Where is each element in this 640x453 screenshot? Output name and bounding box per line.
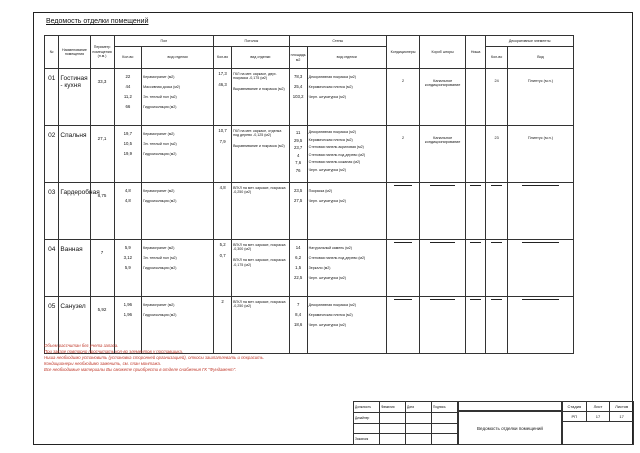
floor-type-item: Керамогранит (м2)	[143, 132, 175, 136]
floor-qty	[114, 183, 142, 240]
wall-type-item: Зеркало (м2)	[308, 266, 331, 270]
ceiling-type	[232, 183, 290, 240]
floor-type-item: Гидроизоляция (м2)	[143, 266, 177, 270]
decor-type: Плинтус (м.п.)	[507, 126, 573, 183]
wall-type-item: Керамическая плитка (м2)	[308, 137, 353, 142]
note-line: Кондиционеры необходимо заменить, см. план монтажа.	[44, 361, 162, 366]
ceiling-qty-item: 5,2	[219, 242, 226, 247]
header-ceiling: Потолок	[214, 36, 290, 47]
ceiling-type-item: ВГКЛ на мет. каркасе, покраска -0,250 (м2)	[233, 300, 286, 309]
header-floor: Пол	[114, 36, 214, 47]
floor-qty-item: 10,5	[123, 141, 133, 146]
ceiling-qty-item: 2	[221, 299, 224, 304]
room-number: 02	[45, 126, 59, 183]
floor-type-item: Эл. теплый пол (м2)	[143, 256, 177, 260]
ceiling-qty-item: 17,3	[218, 71, 227, 76]
wall-type-item: Стеновая панель под дерево (м2)	[308, 152, 366, 157]
wall-type-item: Натуральный камень (м2)	[308, 246, 352, 250]
ceiling-type-item: ВГКЛ на мет. каркасе, покраска -0,300 (м2)	[233, 243, 286, 252]
wall-type-item: Декоративная покраска (м2)	[308, 75, 356, 79]
note-line: Объем рассчитан без учета запаса.	[44, 343, 119, 348]
document-title: Ведомость отделки помещений	[46, 18, 149, 25]
wall-area-item: 78,3	[293, 74, 303, 79]
title-block-sheet-info	[562, 401, 634, 422]
room-name: Ванная	[59, 240, 90, 297]
title-block-signatures	[353, 401, 458, 445]
subheader-wall-area: площадь м2	[289, 47, 307, 69]
ceiling-type-item: ВГКЛ на мет. каркасе, покраска -0,175 (м2)	[233, 258, 286, 267]
wall-type-item: Керамическая плитка (м2)	[308, 85, 353, 89]
stamp-row-blank	[354, 423, 380, 434]
wall-area-item: 6,2	[295, 255, 302, 260]
floor-type-item: Гидроизоляция (м2)	[143, 199, 177, 203]
wall-area	[289, 240, 307, 297]
niche-cell	[465, 69, 485, 126]
table-row	[45, 183, 574, 240]
floor-qty	[114, 69, 142, 126]
room-perimeter: 7	[90, 240, 114, 297]
subheader-wall-type: вид отделки	[307, 47, 386, 69]
wall-type-item: Черн. штукатурка (м2)	[308, 167, 346, 172]
wall-area-item: 23,7	[293, 145, 303, 151]
stamp-row-client: Заказчик	[354, 434, 380, 445]
wall-type-item: Черн. штукатурка (м2)	[308, 199, 346, 203]
wall-type-item: Декоративная покраска (м2)	[308, 303, 356, 307]
floor-type	[142, 240, 214, 297]
wall-type-item: Керамическая плитка (м2)	[308, 313, 353, 317]
wall-area-item: 11	[295, 130, 301, 135]
wall-area-item: 1,5	[295, 265, 302, 270]
wall-area-item: 18,6	[293, 322, 303, 327]
header-niche: Ниша	[465, 36, 485, 69]
header-perimeter: Периметр помещения (п.м.)	[90, 36, 114, 69]
wall-type-item: Покраска (м2)	[308, 189, 333, 193]
stamp-col-signature: Подпись	[432, 402, 458, 413]
decor-type-dash	[507, 297, 573, 354]
floor-qty-item: 44	[125, 84, 131, 89]
sheets-label: Листов	[610, 402, 634, 412]
floor-type-item: Эл. теплый пол (м2)	[143, 142, 177, 146]
ceiling-type	[232, 126, 290, 183]
floor-qty-item: 1,96	[123, 302, 133, 307]
wall-area-item: 7	[296, 302, 300, 307]
floor-type-item: Гидроизоляция (м2)	[143, 105, 177, 109]
conditioners-count: 2	[386, 69, 420, 126]
wall-type	[307, 297, 386, 354]
niche-dash	[465, 183, 485, 240]
floor-type	[142, 183, 214, 240]
room-number: 03	[45, 183, 59, 240]
ceiling-qty-item: 7,9	[219, 139, 226, 145]
floor-qty-item: 11,2	[123, 94, 132, 99]
stamp-col-date: Дата	[406, 402, 432, 413]
wall-area-item: 76	[295, 167, 301, 173]
wall-area-item: 22,5	[293, 275, 303, 280]
floor-qty-item: 1,96	[123, 312, 133, 317]
sheet-label: Лист	[586, 402, 610, 412]
table-row	[45, 126, 574, 183]
room-name: Гостиная - кухня	[59, 69, 90, 126]
wall-type	[307, 126, 386, 183]
floor-type-item: Массивная доска (м2)	[143, 85, 180, 89]
floor-qty-item: 4,8	[124, 188, 131, 193]
ceiling-box-dash	[420, 183, 466, 240]
subheader-floor-qty: Кол-во	[114, 47, 142, 69]
floor-qty-item: 5,9	[124, 265, 131, 270]
ceiling-box-dash	[420, 297, 466, 354]
room-perimeter: 8,75	[90, 183, 114, 240]
ceiling-qty	[214, 69, 232, 126]
wall-type-item: Черн. штукатурка (м2)	[308, 323, 346, 327]
floor-qty	[114, 126, 142, 183]
floor-type-item: Керамогранит (м2)	[143, 303, 175, 307]
room-number: 05	[45, 297, 59, 354]
floor-type-item: Керамогранит (м2)	[143, 246, 175, 250]
floor-qty	[114, 240, 142, 297]
floor-qty-item: 4,8	[124, 198, 131, 203]
decor-qty-dash	[486, 240, 508, 297]
wall-type-item: Черн. штукатурка (м2)	[308, 95, 346, 99]
wall-area	[289, 183, 307, 240]
wall-area-item: 4	[296, 152, 300, 158]
finishing-schedule-table	[44, 35, 574, 354]
sheet-value: 17	[586, 412, 610, 422]
ceiling-type-item: Выравнивание и покраска (м2)	[233, 144, 285, 149]
sheets-value: 17	[610, 412, 634, 422]
floor-qty-item: 19,9	[123, 151, 133, 156]
stamp-col-role: Должность	[354, 402, 380, 413]
niche-dash	[465, 240, 485, 297]
ceiling-qty	[214, 126, 232, 183]
conditioners-dash	[386, 183, 420, 240]
wall-area-item: 25,4	[293, 84, 303, 89]
decor-type-dash	[507, 240, 573, 297]
wall-type	[307, 240, 386, 297]
floor-type-item: Керамогранит (м2)	[143, 189, 175, 193]
subheader-ceiling-type: вид отделки	[232, 47, 290, 69]
title-block-blank	[562, 421, 634, 445]
wall-area-item: 7,6	[295, 160, 302, 166]
wall-area-item: 8,4	[295, 312, 302, 317]
drawing-sheet	[33, 12, 633, 445]
subheader-floor-type: вид отделки	[142, 47, 214, 69]
note-line: Все необходимые материалы Вы сможете приобрести в отделе снабжения ГК "Фундамент".	[44, 367, 237, 372]
table-row	[45, 240, 574, 297]
stamp-col-surname: Фамилия	[380, 402, 406, 413]
floor-qty-item: 5,9	[124, 245, 131, 250]
floor-type-item: Эл. теплый пол (м2)	[143, 95, 177, 99]
subheader-decor-view: Вид	[507, 47, 573, 69]
table-row	[45, 69, 574, 126]
header-decor: Декоративные элементы	[486, 36, 574, 47]
room-name: Гардеробная	[59, 183, 90, 240]
floor-type-item: Керамогранит (м2)	[143, 75, 175, 79]
wall-type	[307, 69, 386, 126]
wall-area-item: 103,2	[292, 94, 304, 99]
floor-type-item: Гидроизоляция (м2)	[143, 152, 177, 156]
wall-type-item: Стеновая панель акриловая (м2)	[308, 145, 364, 150]
floor-qty-item: 3,12	[123, 255, 133, 260]
ceiling-qty-item: 4,8	[219, 185, 226, 190]
wall-type	[307, 183, 386, 240]
decor-qty: 23	[486, 126, 508, 183]
decor-qty-dash	[486, 297, 508, 354]
ceiling-box-dash	[420, 240, 466, 297]
conditioners-dash	[386, 297, 420, 354]
floor-type	[142, 69, 214, 126]
wall-type-item: Стеновая панель под дерево (м2)	[308, 256, 366, 260]
room-perimeter: 33,3	[90, 69, 114, 126]
room-number: 04	[45, 240, 59, 297]
room-number: 01	[45, 69, 59, 126]
note-line: Ниша необходимо установить (установка сторонней организацией), откосы зашпатлевать и покрасить.	[44, 355, 265, 360]
ceiling-box: Канальное кондиционирование	[420, 69, 466, 126]
room-perimeter: 5,92	[90, 297, 114, 354]
wall-area-item: 29,5	[293, 137, 303, 143]
wall-area-item: 23,5	[293, 188, 303, 193]
wall-area	[289, 69, 307, 126]
room-name: Спальня	[59, 126, 90, 183]
floor-type	[142, 126, 214, 183]
floor-qty-item: 19,7	[123, 131, 133, 136]
ceiling-type-item: ГКЛ на мет. каркасе, отделка под дерево -0,125 (м2)	[233, 129, 282, 138]
wall-area	[289, 126, 307, 183]
subheader-ceiling-qty: Кол-во	[214, 47, 232, 69]
ceiling-qty-item: 46,3	[218, 82, 227, 88]
wall-area	[289, 297, 307, 354]
header-ceiling-box: Короб шторы	[420, 36, 466, 69]
floor-qty-item: 22	[125, 74, 131, 79]
conditioners-dash	[386, 240, 420, 297]
header-conditioners: Кондиционеры	[386, 36, 420, 69]
conditioners-count: 2	[386, 126, 420, 183]
title-block-doc-name: Ведомость отделки помещений	[458, 411, 562, 445]
title-block-top	[458, 401, 562, 411]
stage-label: Стадия	[563, 402, 587, 412]
header-num: №	[45, 36, 59, 69]
stage-value: РП	[563, 412, 587, 422]
ceiling-box: Канальное кондиционирование	[420, 126, 466, 183]
wall-area-item: 27,5	[293, 198, 303, 203]
ceiling-qty-item: 10,7	[218, 128, 227, 133]
wall-type-item: Стеновая панель кожаная (м2)	[308, 160, 361, 165]
ceiling-qty	[214, 240, 232, 297]
notes	[44, 343, 264, 373]
decor-type: Плинтус (м.п.)	[507, 69, 573, 126]
decor-type-dash	[507, 183, 573, 240]
header-walls: Стены	[289, 36, 386, 47]
wall-type-item: Декоративная покраска (м2)	[308, 130, 356, 134]
niche-cell	[465, 126, 485, 183]
ceiling-type-item: ГКЛ на мет. каркасе, двух. покраска -0,175 (м2)	[233, 72, 277, 81]
stamp-row-designer: Дизайнер	[354, 412, 380, 423]
ceiling-type	[232, 240, 290, 297]
note-line: При заказе повторно просчитать кол-во элементов у поставщика.	[44, 349, 184, 354]
header-name: Наименование помещения	[59, 36, 90, 69]
wall-type-item: Черн. штукатурка (м2)	[308, 276, 346, 280]
decor-qty-dash	[486, 183, 508, 240]
ceiling-qty-item: 0,7	[219, 253, 226, 259]
wall-area-item: 14	[295, 245, 301, 250]
decor-qty: 24	[486, 69, 508, 126]
ceiling-type	[232, 69, 290, 126]
subheader-decor-qty: Кол-во	[486, 47, 508, 69]
ceiling-type-item: Выравнивание и покраска (м2)	[233, 87, 285, 92]
niche-dash	[465, 297, 485, 354]
ceiling-type-item: ВГКЛ на мет. каркасе, покраска -0,250 (м2)	[233, 186, 286, 195]
floor-qty-item: 66	[125, 104, 131, 109]
room-name: Санузел	[59, 297, 90, 354]
room-perimeter: 27,1	[90, 126, 114, 183]
floor-type-item: Гидроизоляция (м2)	[143, 313, 177, 317]
ceiling-qty	[214, 183, 232, 240]
